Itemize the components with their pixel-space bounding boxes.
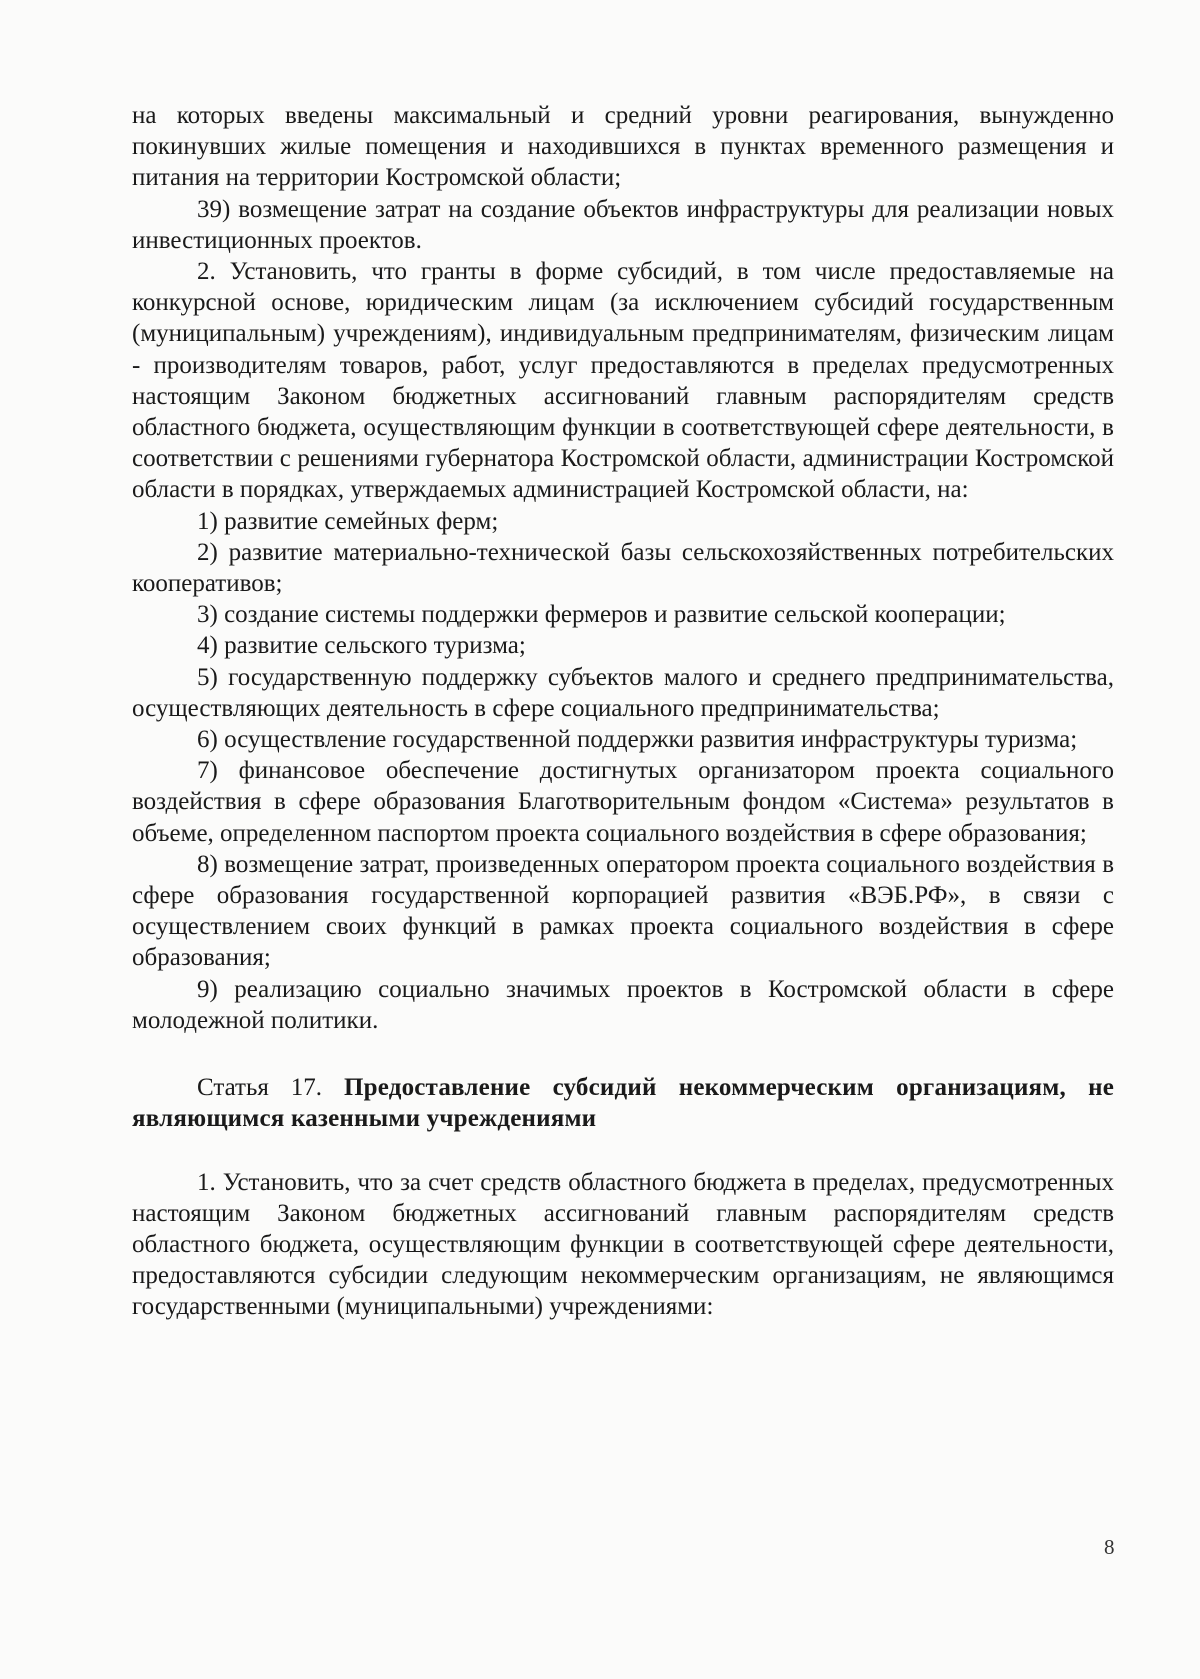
list-item-4: 4) развитие сельского туризма;: [197, 632, 526, 660]
list-item-39: 39) возмещение затрат на создание объектов инфраструктуры для реализации новых инвестиционных проектов.: [132, 195, 1114, 254]
paragraph-continuation: на которых введены максимальный и средний уровни реагирования, вынужденно покинувших жилые помещения и находившихся в пунктах временного размещения и питания на территории Костромской области;: [132, 102, 1114, 192]
list-item-2: 2) развитие материально-технической базы сельскохозяйственных потребительских кооперативов;: [132, 538, 1114, 598]
list-item-8: 8) возмещение затрат, произведенных оператором проекта социального воздействия в сфере образования государственной корпорацией развития «ВЭБ.РФ», в связи с осуществлением своих функций в рамках проекта социального воздействия в сфере образования;: [132, 850, 1114, 972]
document-page: [132, 100, 1114, 1323]
article-heading: [132, 1072, 1114, 1134]
page-number: 8: [1104, 1535, 1115, 1559]
article-title: Предоставление субсидий некоммерческим организациям, не являющимся казенными учреждениями: [132, 1074, 1114, 1133]
list-item-7: 7) финансовое обеспечение достигнутых организатором проекта социального воздействия в сфере образования Благотворительным фондом «Система» результатов в объеме, определенном паспортом проекта социального воздействия в сфере образования;: [132, 757, 1114, 847]
list-item-6: 6) осуществление государственной поддержки развития инфраструктуры туризма;: [197, 726, 1078, 754]
list-item-5: 5) государственную поддержку субъектов малого и среднего предпринимательства, осуществляющих деятельность в сфере социального предпринимательства;: [132, 663, 1114, 722]
article-label: Статья 17.: [197, 1074, 323, 1102]
clause-2: 2. Установить, что гранты в форме субсидий, в том числе предоставляемые на конкурсной основе, юридическим лицам (за исключением субсидий государственным (муниципальным) учреждениям), индивидуальным предпринимателям, физическим лицам - производителям товаров, работ, услуг предоставляются в пределах предусмотренных настоящим Законом бюджетных ассигнований главным распорядителям средств областного бюджета, осуществляющим функции в соответствующей сфере деятельности, в соответствии с решениями губернатора Костромской области, администрации Костромской области в порядках, утверждаемых администрацией Костромской области, на:: [132, 258, 1114, 504]
article-clause-1: 1. Установить, что за счет средств областного бюджета в пределах, предусмотренных настоящим Законом бюджетных ассигнований главным распорядителям средств областного бюджета, осуществляющим функции в соответствующей сфере деятельности, предоставляются субсидии следующим некоммерческим организациям, не являющимся государственными (муниципальными) учреждениями:: [132, 1168, 1114, 1321]
list-item-1: 1) развитие семейных ферм;: [197, 507, 499, 535]
list-item-9: 9) реализацию социально значимых проектов в Костромской области в сфере молодежной политики.: [132, 975, 1114, 1034]
list-item-3: 3) создание системы поддержки фермеров и развитие сельской кооперации;: [197, 601, 1006, 629]
